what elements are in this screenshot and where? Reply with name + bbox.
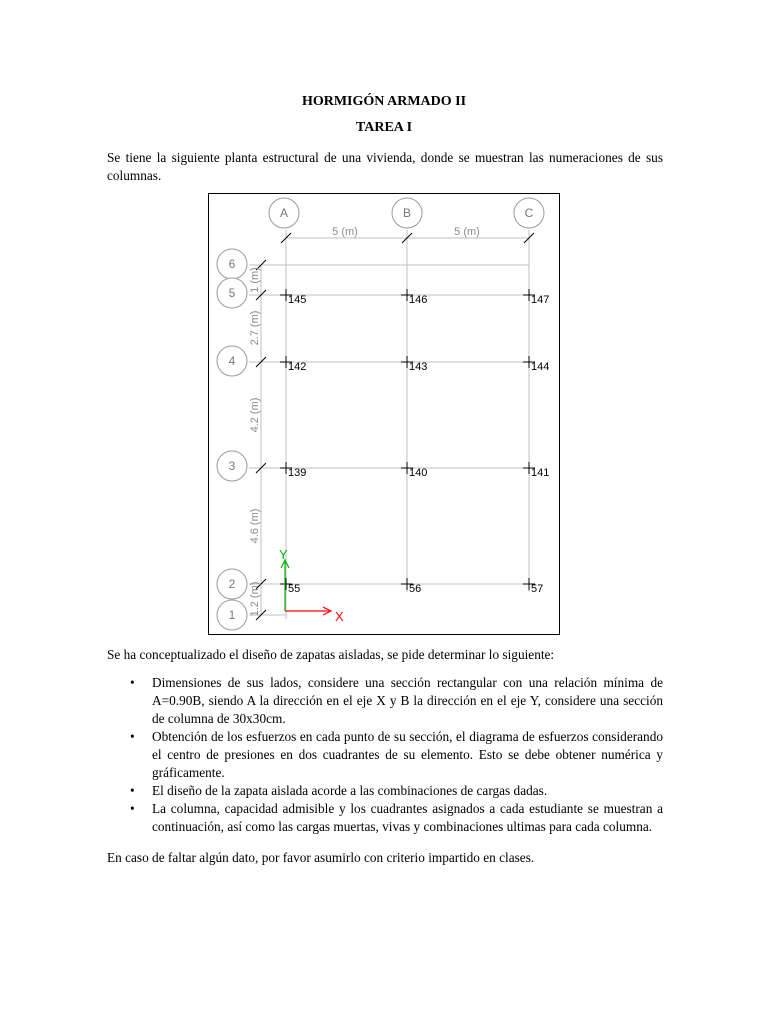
bullet: • [130, 801, 135, 816]
column-label: 55 [288, 583, 301, 595]
task-list [130, 674, 663, 836]
axis-label-3: 3 [228, 459, 236, 473]
task-text: Obtención de los esfuerzos en cada punto de su sección, el diagrama de esfuerzos considerando el centro de presiones en dos cuadrantes de su elemento. Esto se debe obtener numérica y gráficamente. [152, 729, 663, 780]
x-axis-label: X [335, 609, 344, 624]
column-57 [523, 578, 543, 595]
column-55 [280, 578, 300, 595]
column-144 [523, 356, 549, 373]
x-axis-arrow [285, 607, 344, 624]
axis-label-4: 4 [228, 354, 236, 368]
axis-label-2: 2 [228, 577, 236, 591]
bullet: • [130, 675, 135, 690]
axis-label-6: 6 [228, 257, 236, 271]
document-subtitle: TAREA I [355, 120, 413, 135]
column-label: 146 [409, 294, 428, 306]
column-label: 139 [288, 467, 307, 479]
document-title: HORMIGÓN ARMADO II [301, 94, 467, 109]
y-axis-arrow [279, 547, 289, 611]
intro-paragraph: Se tiene la siguiente planta estructural de una vivienda, donde se muestran las numeraciones de sus columnas. [107, 150, 663, 183]
column-139 [280, 462, 306, 479]
y-dim-label-54: 2.7 (m) [249, 310, 261, 346]
column-56 [401, 578, 421, 595]
axis-label-a: A [279, 206, 289, 220]
y-dim-label-65: 1 (m) [249, 267, 261, 293]
axis-label-b: B [402, 206, 412, 220]
y-dim-label-32: 4.6 (m) [249, 508, 261, 544]
task-item [130, 800, 663, 836]
bullet: • [130, 783, 135, 798]
column-145 [280, 289, 306, 306]
column-label: 143 [409, 361, 428, 373]
axis-label-c: C [524, 206, 534, 220]
column-147 [523, 289, 549, 306]
task-item [130, 782, 663, 800]
x-dim-label-ab: 5 (m) [332, 226, 358, 238]
column-label: 141 [531, 467, 550, 479]
concept-paragraph: Se ha conceptualizado el diseño de zapatas aisladas, se pide determinar lo siguiente: [107, 647, 555, 662]
axis-label-5: 5 [228, 286, 236, 300]
structural-plan-figure [208, 193, 560, 635]
task-text: El diseño de la zapata aislada acorde a las combinaciones de cargas dadas. [152, 783, 548, 798]
structural-plan-drawing [209, 194, 561, 636]
column-label: 56 [409, 583, 422, 595]
y-axis-label: Y [279, 547, 288, 562]
column-146 [401, 289, 427, 306]
column-label: 140 [409, 467, 428, 479]
task-item [130, 674, 663, 728]
column-140 [401, 462, 427, 479]
column-label: 144 [531, 361, 550, 373]
y-dim-label-43: 4.2 (m) [249, 397, 261, 433]
column-141 [523, 462, 549, 479]
y-dim-label-21: 1.2 (m) [249, 581, 261, 617]
axis-label-1: 1 [228, 608, 236, 622]
column-label: 147 [531, 294, 550, 306]
column-label: 142 [288, 361, 307, 373]
task-item [130, 728, 663, 782]
column-142 [280, 356, 306, 373]
x-dim-label-bc: 5 (m) [454, 226, 480, 238]
bullet: • [130, 729, 135, 744]
column-143 [401, 356, 427, 373]
column-label: 57 [531, 583, 544, 595]
column-label: 145 [288, 294, 307, 306]
closing-paragraph: En caso de faltar algún dato, por favor asumirlo con criterio impartido en clases. [107, 850, 535, 865]
task-text: Dimensiones de sus lados, considere una sección rectangular con una relación mínima de A=0.90B, siendo A la dirección en el eje X y B la dirección en el eje Y, considere una sección de columna de 30x30cm. [152, 675, 663, 726]
task-text: La columna, capacidad admisible y los cuadrantes asignados a cada estudiante se muestran a continuación, así como las cargas muertas, vivas y combinaciones ultimas para cada columna. [152, 801, 663, 834]
